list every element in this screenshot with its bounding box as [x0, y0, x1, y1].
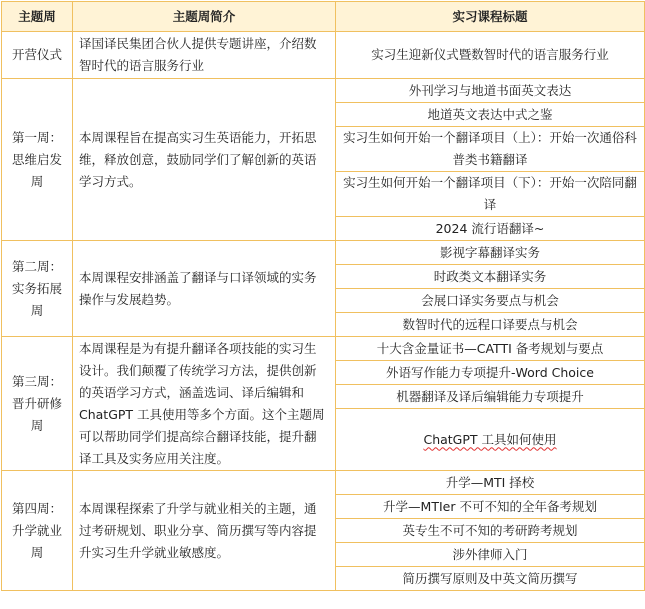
- week-name: 第一周：思维启发周: [2, 79, 73, 241]
- course-title: 数智时代的远程口译要点与机会: [336, 313, 645, 337]
- header-row: [2, 2, 645, 32]
- header-intro: 主题周简介: [73, 2, 336, 32]
- course-title: 会展口译实务要点与机会: [336, 289, 645, 313]
- course-title-text: ChatGPT 工具如何使用: [423, 431, 557, 447]
- course-title: 升学—MTI 择校: [336, 471, 645, 495]
- table-row: [2, 79, 645, 103]
- course-title: 实习生迎新仪式暨数智时代的语言服务行业: [336, 32, 645, 79]
- course-title: 时政类文本翻译实务: [336, 265, 645, 289]
- course-title: 简历撰写原则及中英文简历撰写: [336, 567, 645, 591]
- week-intro: 本周课程安排涵盖了翻译与口译领域的实务操作与发展趋势。: [73, 241, 336, 337]
- week-intro: 本周课程是为有提升翻译各项技能的实习生设计。我们颠覆了传统学习方法，提供创新的英语学习方式，涵盖选词、译后编辑和 ChatGPT 工具使用等多个方面。这个主题周可以帮助同学们提高综合翻译技能，提升翻译工具及实务应用关注度。: [73, 337, 336, 471]
- course-title: 外语写作能力专项提升-Word Choice: [336, 361, 645, 385]
- header-week: 主题周: [2, 2, 73, 32]
- table-row: [2, 32, 645, 79]
- course-title: 实习生如何开始一个翻译项目（上）：开始一次通俗科普类书籍翻译: [336, 127, 645, 172]
- week-name: 第三周：晋升研修周: [2, 337, 73, 471]
- course-title: 升学—MTIer 不可不知的全年备考规划: [336, 495, 645, 519]
- course-title: 外刊学习与地道书面英文表达: [336, 79, 645, 103]
- course-title: 影视字幕翻译实务: [336, 241, 645, 265]
- header-course-title: 实习课程标题: [336, 2, 645, 32]
- course-title: 涉外律师入门: [336, 543, 645, 567]
- table-row: [2, 241, 645, 265]
- table-row: [2, 337, 645, 361]
- week-intro: 译国译民集团合伙人提供专题讲座，介绍数智时代的语言服务行业: [73, 32, 336, 79]
- course-title: 英专生不可不知的考研跨考规划: [336, 519, 645, 543]
- course-title: 实习生如何开始一个翻译项目（下）：开始一次陪同翻译: [336, 172, 645, 217]
- course-title: 十大含金量证书—CATTI 备考规划与要点: [336, 337, 645, 361]
- week-name: 第四周：升学就业周: [2, 471, 73, 591]
- course-title: 机器翻译及译后编辑能力专项提升: [336, 385, 645, 409]
- course-schedule-table: [1, 1, 645, 591]
- course-title: 2024 流行语翻译~: [336, 217, 645, 241]
- course-title: [336, 409, 645, 471]
- week-name: 开营仪式: [2, 32, 73, 79]
- course-title: 地道英文表达中式之鉴: [336, 103, 645, 127]
- week-intro: 本周课程旨在提高实习生英语能力，开拓思维，释放创意，鼓励同学们了解创新的英语学习方式。: [73, 79, 336, 241]
- week-name: 第二周：实务拓展周: [2, 241, 73, 337]
- table-row: [2, 471, 645, 495]
- week-intro: 本周课程探索了升学与就业相关的主题，通过考研规划、职业分享、简历撰写等内容提升实习生升学就业敏感度。: [73, 471, 336, 591]
